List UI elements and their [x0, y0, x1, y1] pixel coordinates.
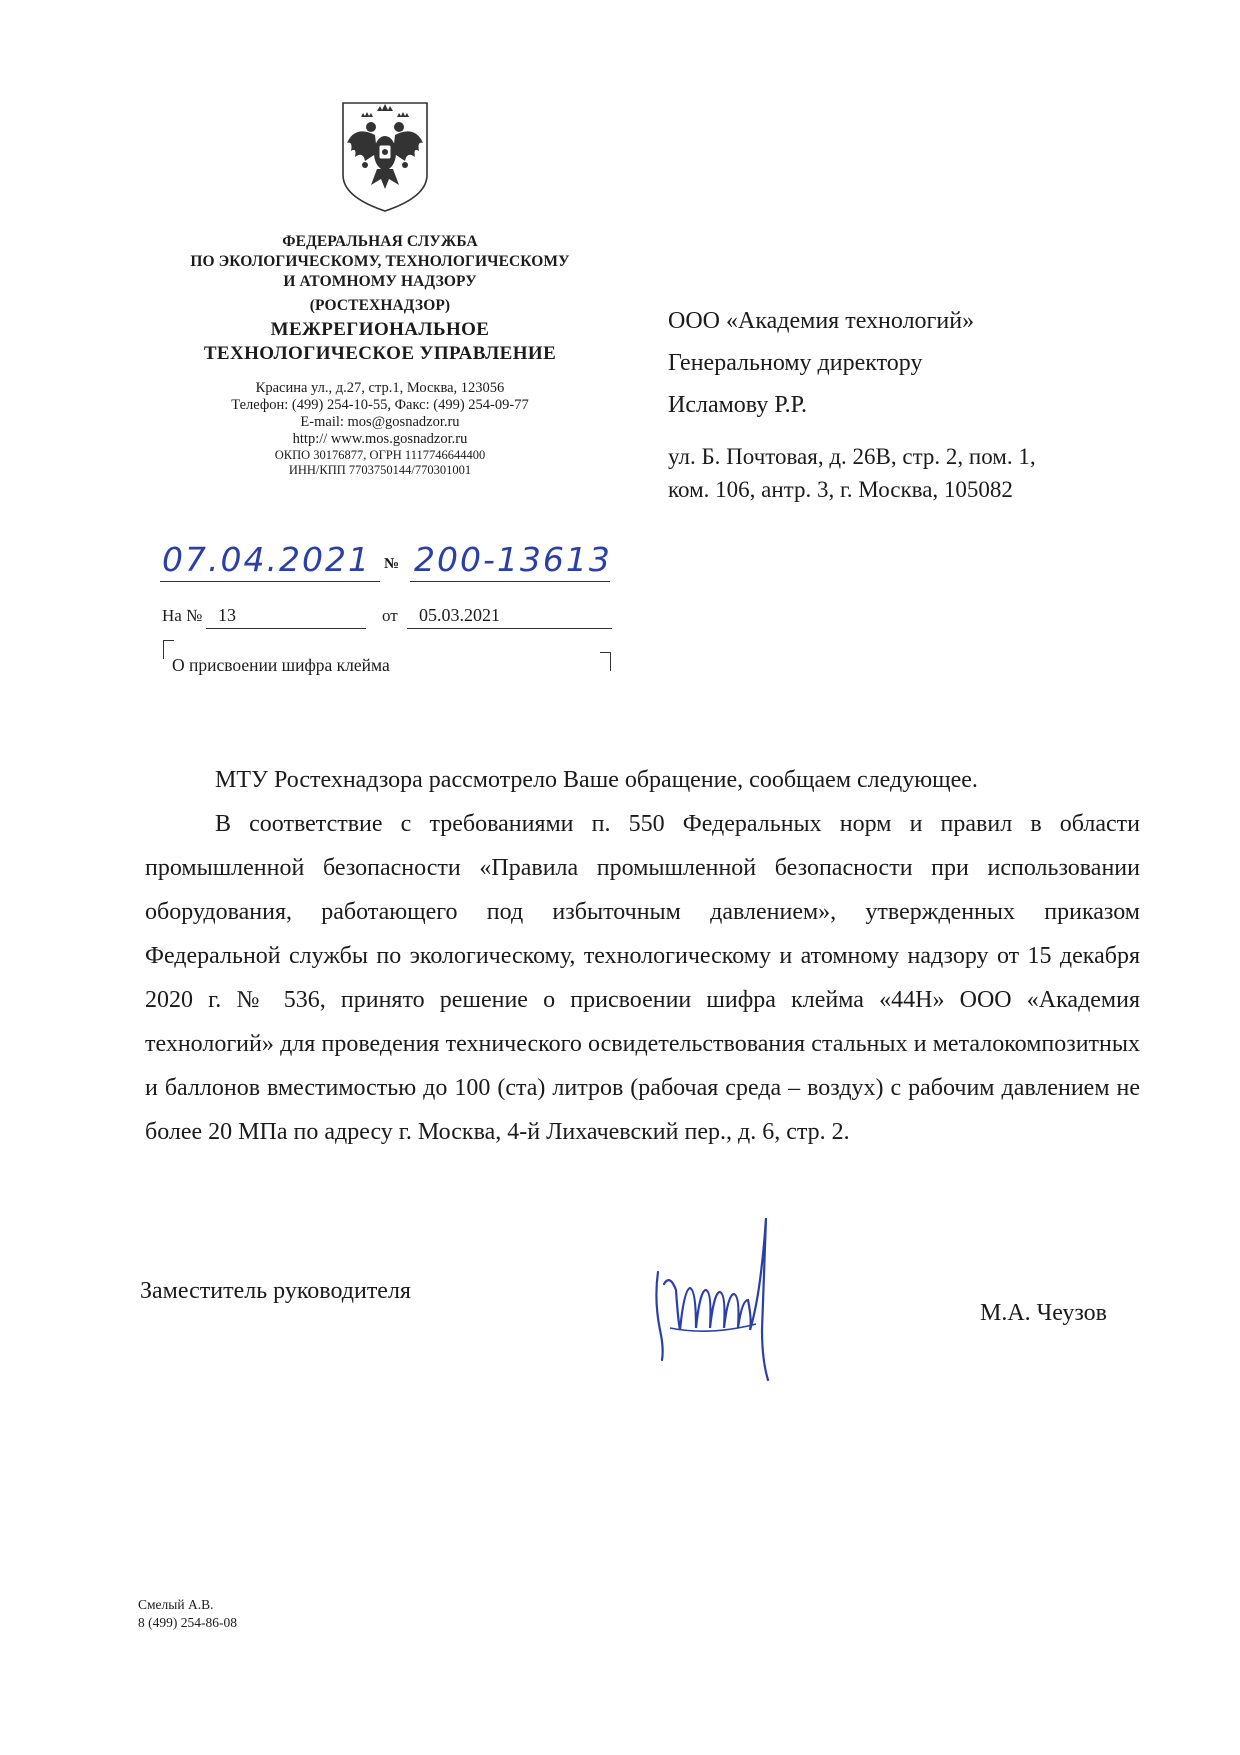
sender-inn-kpp: ИНН/КПП 7703750144/770301001 — [288, 463, 472, 477]
registration-date-field — [160, 525, 380, 582]
sender-header — [160, 232, 600, 478]
reply-number-field — [206, 598, 366, 629]
coat-of-arms-icon — [335, 95, 435, 215]
body-paragraph: МТУ Ростехнадзора рассмотрело Ваше обращение, сообщаем следующее. — [215, 767, 978, 793]
org-name-line: ПО ЭКОЛОГИЧЕСКОМУ, ТЕХНОЛОГИЧЕСКОМУ — [190, 253, 570, 270]
addressee-name: Исламову Р.Р. — [668, 392, 808, 418]
reply-date-label: от — [382, 606, 398, 625]
reply-date: 05.03.2021 — [419, 605, 500, 625]
signatory-title: Заместитель руководителя — [140, 1278, 411, 1304]
subject-bracket-right — [600, 652, 611, 671]
reply-to-row — [162, 598, 612, 632]
addressee-address — [668, 440, 1138, 506]
org-abbreviation: (РОСТЕХНАДЗОР) — [309, 297, 451, 314]
addressee-block — [668, 300, 1138, 506]
registration-date: 07.04.2021 — [162, 540, 371, 579]
executor-info — [138, 1596, 237, 1632]
signatory-name: М.А. Чеузов — [980, 1300, 1107, 1326]
reply-number: 13 — [218, 605, 236, 625]
org-name-line: ФЕДЕРАЛЬНАЯ СЛУЖБА — [282, 233, 478, 250]
reply-number-label: На № — [162, 606, 203, 625]
addressee-address-line: ул. Б. Почтовая, д. 26В, стр. 2, пом. 1, — [668, 444, 1036, 469]
sender-email: E-mail: mos@gosnadzor.ru — [300, 414, 460, 430]
letter-body — [145, 758, 1140, 1154]
department-name-line: ТЕХНОЛОГИЧЕСКОЕ УПРАВЛЕНИЕ — [203, 343, 557, 364]
registration-number-field — [410, 525, 610, 582]
sender-address: Красина ул., д.27, стр.1, Москва, 123056 — [255, 380, 505, 396]
letter-subject: О присвоении шифра клейма — [172, 655, 390, 675]
handwritten-signature — [640, 1210, 800, 1385]
addressee-address-line: ком. 106, антр. 3, г. Москва, 105082 — [668, 477, 1013, 502]
department-name-line: МЕЖРЕГИОНАЛЬНОЕ — [270, 319, 490, 340]
org-name-line: И АТОМНОМУ НАДЗОРУ — [283, 273, 477, 290]
addressee-position: Генеральному директору — [668, 350, 923, 376]
sender-website: http:// www.mos.gosnadzor.ru — [292, 431, 468, 447]
registration-number: 200-13613 — [414, 540, 612, 579]
body-paragraph: В соответствие с требованиями п. 550 Федеральных норм и правил в области промышленной безопасности «Правила промышленной безопасности при использовании оборудования, работающего под избыточным давлением», утвержденных приказом Федеральной службы по экологическому, технологическому и атомному надзору от 15 декабря 2020 г. № 536, принято решение о присвоении шифра клейма «44Н» ООО «Академия технологий» для проведения технического освидетельствования стальных и металокомпозитных и баллонов вместимостью до 100 (ста) литров (рабочая среда – воздух) с рабочим давлением не более 20 МПа по адресу г. Москва, 4-й Лихачевский пер., д. 6, стр. 2. — [145, 811, 1140, 1145]
sender-phone-fax: Телефон: (499) 254-10-55, Факс: (499) 254-09-77 — [231, 397, 529, 413]
executor-phone: 8 (499) 254-86-08 — [138, 1615, 237, 1630]
contact-details — [160, 380, 600, 478]
registration-number-label: № — [384, 556, 400, 572]
reply-date-field — [407, 598, 612, 629]
addressee-company: ООО «Академия технологий» — [668, 308, 975, 334]
sender-okpo-ogrn: ОКПО 30176877, ОГРН 1117746644400 — [274, 448, 486, 462]
executor-name: Смелый А.В. — [138, 1597, 214, 1612]
